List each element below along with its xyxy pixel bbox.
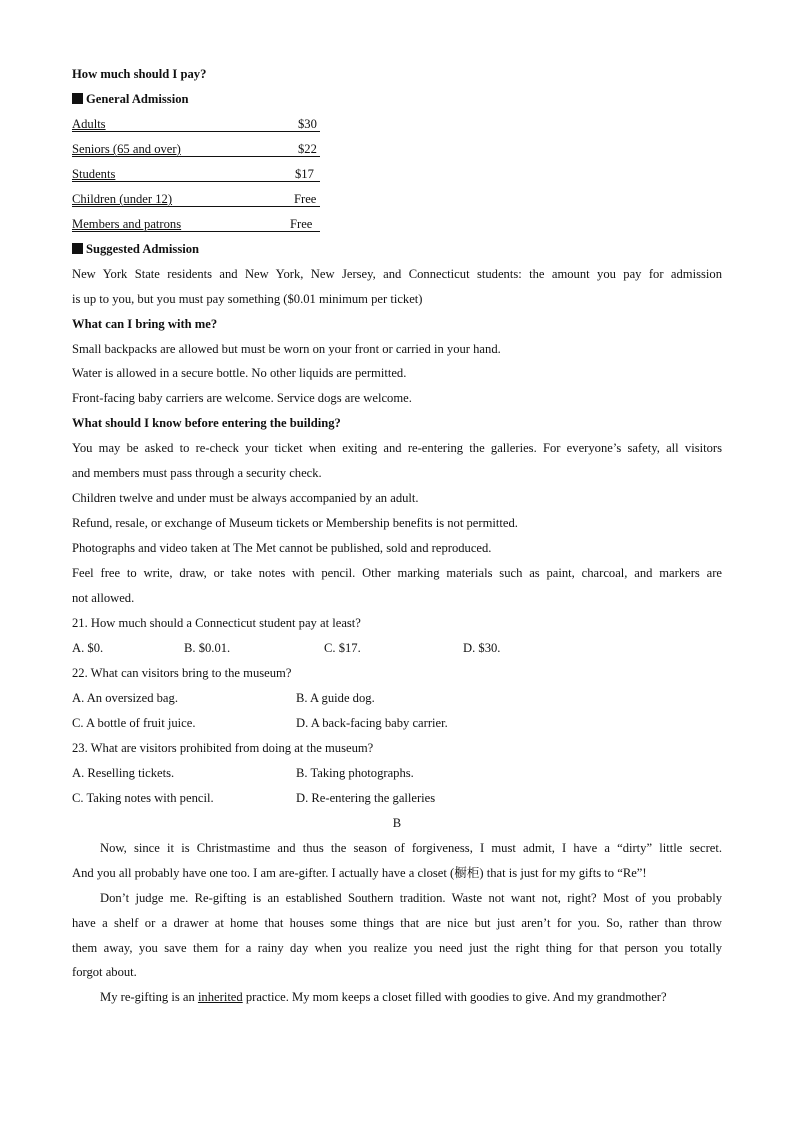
option-d: D. A back-facing baby carrier. bbox=[296, 716, 448, 730]
square-bullet-icon bbox=[72, 93, 83, 104]
price-value: Free bbox=[294, 192, 317, 206]
bring-line-water: Water is allowed in a secure bottle. No other liquids are permitted. bbox=[72, 366, 407, 380]
heading-before-entering: What should I know before entering the building? bbox=[72, 416, 341, 430]
heading-what-bring: What can I bring with me? bbox=[72, 317, 218, 331]
general-admission-heading bbox=[72, 91, 189, 107]
suggested-admission-heading bbox=[72, 241, 199, 257]
option-a: A. Reselling tickets. bbox=[72, 766, 175, 780]
before-p1-line2: and members must pass through a security check. bbox=[72, 466, 322, 480]
question-22-options-row1 bbox=[72, 690, 722, 706]
before-p4: Photographs and video taken at The Met cannot be published, sold and reproduced. bbox=[72, 541, 492, 555]
option-c: C. A bottle of fruit juice. bbox=[72, 716, 196, 730]
suggested-admission-text-line2: is up to you, but you must pay something ($0.01 minimum per ticket) bbox=[72, 292, 423, 306]
option-d: D. Re-entering the galleries bbox=[296, 791, 436, 805]
option-d: D. $30. bbox=[463, 641, 501, 655]
price-value: $22 bbox=[298, 142, 317, 156]
passage-b-p1-line1: Now, since it is Christmastime and thus the season of forgiveness, I must admit, I have a “dirty” little secret. bbox=[100, 841, 722, 855]
bring-line-backpacks: Small backpacks are allowed but must be worn on your front or carried in your hand. bbox=[72, 342, 501, 356]
question-23-options-row2 bbox=[72, 790, 722, 806]
section-b-label: B bbox=[392, 816, 402, 830]
price-value: $17 bbox=[295, 167, 314, 181]
before-p3: Refund, resale, or exchange of Museum tickets or Membership benefits is not permitted. bbox=[72, 516, 518, 530]
question-22-options-row2 bbox=[72, 715, 722, 731]
question-23-options-row1 bbox=[72, 765, 722, 781]
option-b: B. $0.01. bbox=[184, 641, 231, 655]
price-row-adults bbox=[72, 116, 320, 132]
before-p5-line1: Feel free to write, draw, or take notes with pencil. Other marking materials such as paint, charcoal, and markers are bbox=[72, 566, 722, 580]
price-label: Seniors (65 and over) bbox=[72, 142, 181, 156]
price-row-seniors bbox=[72, 141, 320, 157]
question-21-stem: 21. How much should a Connecticut student pay at least? bbox=[72, 616, 361, 630]
price-label: Adults bbox=[72, 117, 106, 131]
bring-line-carriers: Front-facing baby carriers are welcome. Service dogs are welcome. bbox=[72, 391, 412, 405]
p3-text-before: My re-gifting is an bbox=[100, 990, 198, 1004]
p3-text-after: practice. My mom keeps a closet filled with goodies to give. And my grandmother? bbox=[242, 990, 667, 1004]
passage-b-p1-line2: And you all probably have one too. I am are-gifter. I actually have a closet (橱柜) that is just for my gifts to “Re”! bbox=[72, 866, 647, 880]
price-value: Free bbox=[290, 217, 313, 231]
option-a: A. An oversized bag. bbox=[72, 691, 178, 705]
passage-b-p2-line2: have a shelf or a drawer at home that houses some things that are nice but just aren’t for you. So, rather than throw bbox=[72, 916, 722, 930]
before-p2: Children twelve and under must be always accompanied by an adult. bbox=[72, 491, 419, 505]
question-23-stem: 23. What are visitors prohibited from doing at the museum? bbox=[72, 741, 374, 755]
passage-b-p2-line1: Don’t judge me. Re-gifting is an established Southern tradition. Waste not want not, right? Most of you probably bbox=[100, 891, 722, 905]
suggested-admission-title: Suggested Admission bbox=[86, 242, 200, 256]
option-b: B. Taking photographs. bbox=[296, 766, 414, 780]
square-bullet-icon bbox=[72, 243, 83, 254]
option-b: B. A guide dog. bbox=[296, 691, 375, 705]
price-value: $30 bbox=[298, 117, 317, 131]
question-22-stem: 22. What can visitors bring to the museum? bbox=[72, 666, 292, 680]
option-c: C. Taking notes with pencil. bbox=[72, 791, 214, 805]
underlined-word-inherited: inherited bbox=[197, 990, 243, 1004]
question-21-options bbox=[72, 640, 722, 656]
option-a: A. $0. bbox=[72, 641, 104, 655]
passage-b-p3-line1 bbox=[72, 989, 667, 1005]
suggested-admission-text-line1: New York State residents and New York, New Jersey, and Connecticut students: the amount you pay for admission bbox=[72, 267, 722, 281]
before-p5-line2: not allowed. bbox=[72, 591, 135, 605]
price-label: Students bbox=[72, 167, 116, 181]
price-label: Children (under 12) bbox=[72, 192, 173, 206]
option-c: C. $17. bbox=[324, 641, 361, 655]
passage-b-p2-line4: forgot about. bbox=[72, 965, 137, 979]
before-p1-line1: You may be asked to re-check your ticket when exiting and re-entering the galleries. For everyone’s safety, all visitors bbox=[72, 441, 722, 455]
passage-b-p2-line3: them away, you save them for a rainy day when you realize you need just the right thing for that person you totally bbox=[72, 941, 722, 955]
price-label: Members and patrons bbox=[72, 217, 182, 231]
price-row-members bbox=[72, 216, 320, 232]
general-admission-title: General Admission bbox=[86, 92, 189, 106]
price-row-students bbox=[72, 166, 320, 182]
heading-how-much-pay: How much should I pay? bbox=[72, 67, 207, 81]
price-row-children bbox=[72, 191, 320, 207]
